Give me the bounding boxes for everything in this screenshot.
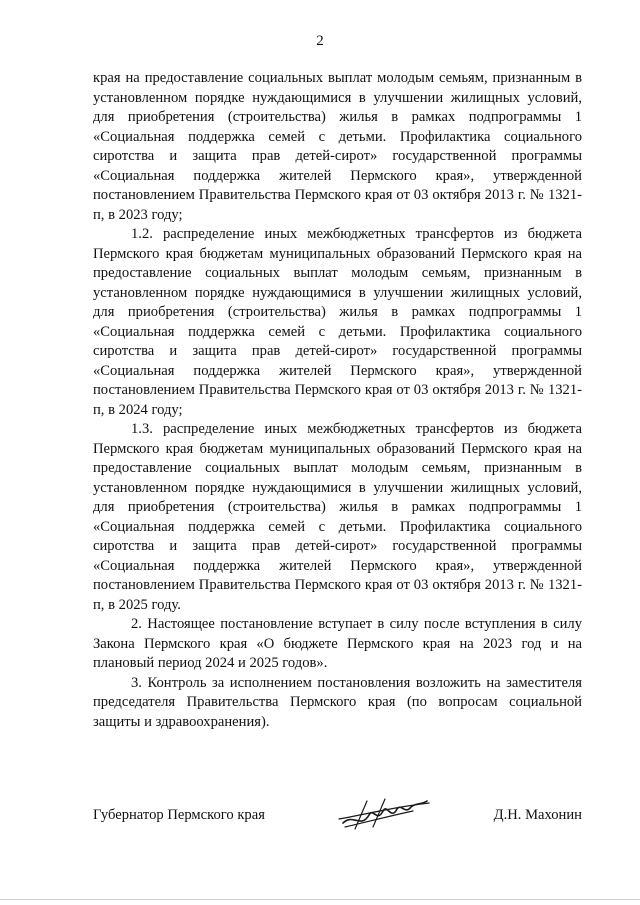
paragraph-1-2: 1.2. распределение иных межбюджетных трансфертов из бюджета Пермского края бюджетам муниципальных образований Пермского края на предоставление социальных выплат молодым семьям, признанным в установленном порядке нуждающимися в улучшении жилищных условий, для приобретения (строительства) жилья в рамках подпрограммы 1 «Социальная поддержка семей с детьми. Профилактика социального сиротства и защита прав детей-сирот» государственной программы «Социальная поддержка жителей Пермского края», утвержденной постановлением Правительства Пермского края от 03 октября 2013 г. № 1321-п, в 2024 году;	[93, 226, 582, 418]
paragraph-2: 2. Настоящее постановление вступает в силу после вступления в силу Закона Пермского края «О бюджете Пермского края на 2023 год и на плановый период 2024 и 2025 годов».	[93, 616, 582, 671]
paragraph-1-3: 1.3. распределение иных межбюджетных трансфертов из бюджета Пермского края бюджетам муниципальных образований Пермского края на предоставление социальных выплат молодым семьям, признанным в установленном порядке нуждающимися в улучшении жилищных условий, для приобретения (строительства) жилья в рамках подпрограммы 1 «Социальная поддержка семей с детьми. Профилактика социального сиротства и защита прав детей-сирот» государственной программы «Социальная поддержка жителей Пермского края», утвержденной постановлением Правительства Пермского края от 03 октября 2013 г. № 1321-п, в 2025 году.	[93, 421, 582, 613]
signatory-position: Губернатор Пермского края	[93, 807, 265, 823]
paragraph-continuation: края на предоставление социальных выплат молодым семьям, признанным в установленном порядке нуждающимися в улучшении жилищных условий, для приобретения (строительства) жилья в рамках подпрограммы 1 «Социальная поддержка семей с детьми. Профилактика социального сиротства и защита прав детей-сирот» государственной программы «Социальная поддержка жителей Пермского края», утвержденной постановлением Правительства Пермского края от 03 октября 2013 г. № 1321-п, в 2023 году;	[93, 70, 582, 223]
signature-block	[93, 803, 582, 843]
page-number: 2	[316, 33, 324, 49]
signatory-name: Д.Н. Махонин	[493, 807, 582, 823]
document-body	[93, 69, 582, 732]
bottom-divider	[0, 899, 640, 900]
handwritten-signature	[333, 793, 433, 835]
paragraph-3: 3. Контроль за исполнением постановления возложить на заместителя председателя Правительства Пермского края (по вопросам социальной защиты и здравоохранения).	[93, 674, 582, 730]
